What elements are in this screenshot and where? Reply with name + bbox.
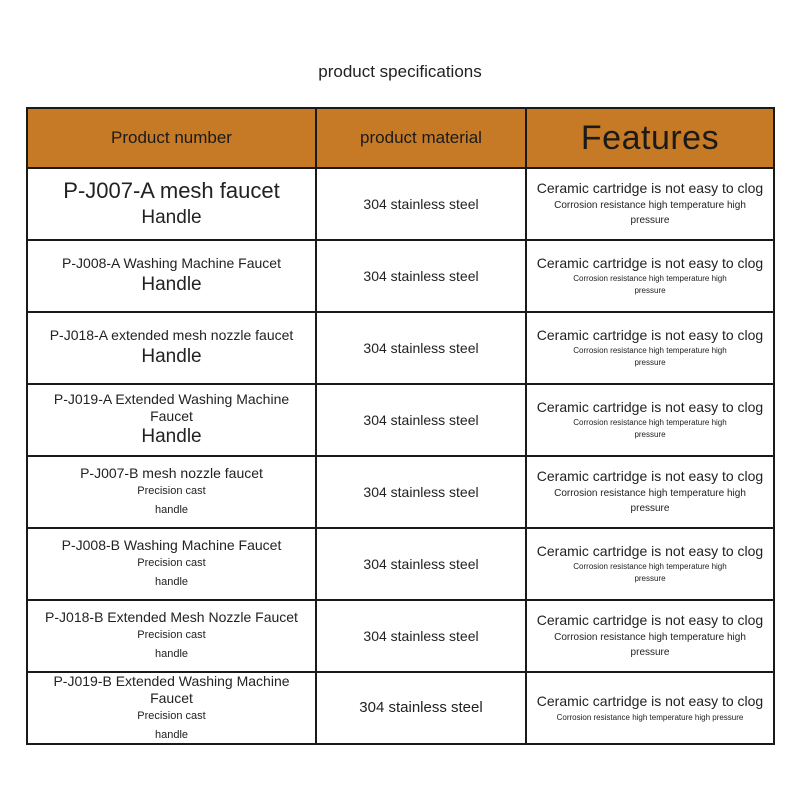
feature-detail-line: pressure bbox=[630, 503, 670, 515]
feature-main: Ceramic cartridge is not easy to clog bbox=[536, 254, 764, 271]
feature-detail bbox=[531, 198, 769, 228]
feature-main: Ceramic cartridge is not easy to clog bbox=[536, 398, 764, 415]
feature-detail-line: pressure bbox=[634, 358, 666, 368]
header-row bbox=[27, 108, 774, 168]
feature-detail bbox=[531, 561, 769, 585]
feature-detail-line: Corrosion resistance high temperature high bbox=[573, 274, 727, 284]
product-name: P-J007-B mesh nozzle faucet bbox=[80, 465, 263, 482]
table-row bbox=[27, 456, 774, 528]
feature-detail-line: Corrosion resistance high temperature high bbox=[573, 418, 727, 428]
feature-detail-line: pressure bbox=[634, 430, 666, 440]
table-header bbox=[27, 108, 774, 168]
header-product-number: Product number bbox=[27, 108, 316, 168]
features-cell bbox=[526, 456, 774, 528]
feature-detail-line: pressure bbox=[634, 286, 666, 296]
spec-table bbox=[26, 107, 775, 745]
product-name: P-J008-B Washing Machine Faucet bbox=[61, 537, 282, 554]
product-number-cell bbox=[27, 384, 316, 456]
feature-detail-line: pressure bbox=[630, 647, 670, 659]
feature-detail bbox=[531, 417, 769, 441]
product-name: P-J019-B Extended Washing Machine Faucet bbox=[53, 673, 290, 706]
feature-detail-line: pressure bbox=[630, 215, 670, 227]
feature-detail bbox=[531, 273, 769, 297]
product-material-cell: 304 stainless steel bbox=[316, 312, 526, 384]
product-number-cell bbox=[27, 528, 316, 600]
features-cell bbox=[526, 312, 774, 384]
handle-type: handle bbox=[154, 728, 189, 741]
handle-type: Handle bbox=[141, 274, 202, 295]
table-row bbox=[27, 384, 774, 456]
handle-type: Handle bbox=[141, 426, 202, 448]
handle-type: Precision cast bbox=[137, 628, 206, 641]
page-title: product specifications bbox=[318, 62, 482, 81]
features-cell bbox=[526, 672, 774, 744]
product-material-cell: 304 stainless steel bbox=[316, 672, 526, 744]
product-number-cell bbox=[27, 456, 316, 528]
header-product-material: product material bbox=[316, 108, 526, 168]
table-row bbox=[27, 672, 774, 744]
product-name: P-J019-A Extended Washing Machine Faucet bbox=[53, 390, 290, 424]
product-material-cell: 304 stainless steel bbox=[316, 528, 526, 600]
feature-main: Ceramic cartridge is not easy to clog bbox=[536, 611, 764, 628]
feature-detail-line: Corrosion resistance high temperature high bbox=[554, 488, 746, 500]
feature-detail bbox=[531, 712, 769, 724]
table-row bbox=[27, 528, 774, 600]
product-number-cell bbox=[27, 240, 316, 312]
table-row bbox=[27, 240, 774, 312]
feature-main: Ceramic cartridge is not easy to clog bbox=[536, 542, 764, 559]
features-cell bbox=[526, 240, 774, 312]
product-number-cell bbox=[27, 312, 316, 384]
feature-detail-line: Corrosion resistance high temperature high bbox=[573, 562, 727, 572]
product-name: P-J018-A extended mesh nozzle faucet bbox=[49, 327, 294, 344]
feature-detail-line: Corrosion resistance high temperature high bbox=[554, 632, 746, 644]
product-material-cell: 304 stainless steel bbox=[316, 240, 526, 312]
features-cell bbox=[526, 168, 774, 240]
product-material-cell: 304 stainless steel bbox=[316, 456, 526, 528]
product-name: P-J008-A Washing Machine Faucet bbox=[62, 255, 281, 272]
feature-main: Ceramic cartridge is not easy to clog bbox=[536, 179, 764, 196]
handle-type: Handle bbox=[141, 206, 202, 228]
handle-type: handle bbox=[154, 575, 189, 588]
product-name: P-J018-B Extended Mesh Nozzle Faucet bbox=[45, 609, 298, 626]
product-material-cell: 304 stainless steel bbox=[316, 600, 526, 672]
product-number-cell bbox=[27, 168, 316, 240]
product-name: P-J007-A mesh faucet bbox=[63, 178, 280, 204]
feature-detail-line: pressure bbox=[634, 574, 666, 584]
feature-detail-line: Corrosion resistance high temperature high bbox=[554, 200, 746, 212]
handle-type: Precision cast bbox=[137, 556, 206, 569]
product-number-cell bbox=[27, 672, 316, 744]
feature-main: Ceramic cartridge is not easy to clog bbox=[536, 692, 764, 709]
feature-detail-line: Corrosion resistance high temperature high pressure bbox=[556, 712, 744, 722]
feature-main: Ceramic cartridge is not easy to clog bbox=[536, 326, 764, 343]
handle-type: handle bbox=[154, 503, 189, 516]
header-features: Features bbox=[526, 108, 774, 168]
feature-detail bbox=[531, 630, 769, 660]
handle-type: Precision cast bbox=[137, 484, 206, 497]
product-material-cell: 304 stainless steel bbox=[316, 168, 526, 240]
table-row bbox=[27, 168, 774, 240]
features-cell bbox=[526, 384, 774, 456]
feature-main: Ceramic cartridge is not easy to clog bbox=[536, 467, 764, 484]
table-row bbox=[27, 600, 774, 672]
table-row bbox=[27, 312, 774, 384]
handle-type: handle bbox=[154, 647, 189, 660]
handle-type: Handle bbox=[141, 346, 202, 367]
features-cell bbox=[526, 528, 774, 600]
feature-detail bbox=[531, 486, 769, 516]
feature-detail bbox=[531, 345, 769, 369]
handle-type: Precision cast bbox=[137, 709, 206, 722]
table-body bbox=[27, 168, 774, 744]
features-cell bbox=[526, 600, 774, 672]
product-material-cell: 304 stainless steel bbox=[316, 384, 526, 456]
feature-detail-line: Corrosion resistance high temperature high bbox=[573, 346, 727, 356]
product-number-cell bbox=[27, 600, 316, 672]
